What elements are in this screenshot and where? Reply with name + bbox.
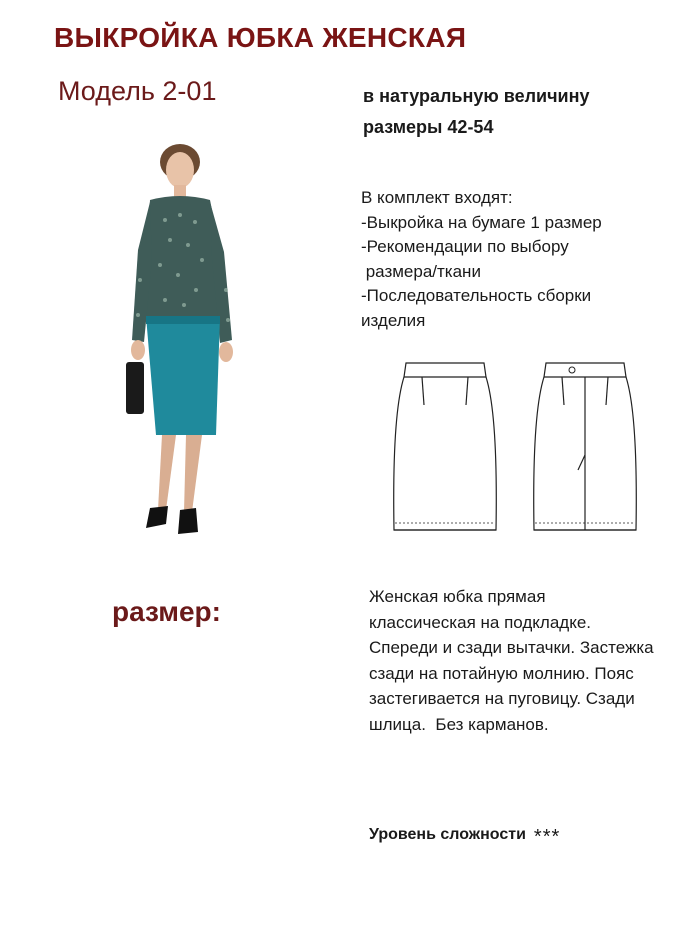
skirt-front-icon [380,355,510,540]
skirt-back-icon [522,355,652,540]
description-line: классическая на подкладке. [369,612,592,632]
kit-heading: В комплект входят: [361,188,513,207]
natural-size-note: в натуральную величину [363,86,590,106]
kit-item: -Выкройка на бумаге 1 размер [361,212,602,232]
difficulty-level [369,822,561,848]
kit-item: размера/ткани [361,261,481,281]
description-line: сзади на потайную молнию. Пояс [369,663,634,683]
woman-in-teal-skirt [120,140,250,545]
kit-item: -Последовательность сборки [361,286,592,305]
difficulty-label: Уровень сложности [369,826,526,843]
kit-item: -Рекомендации по выбору [361,237,569,256]
description-line: шлица. Без карманов. [369,714,549,734]
kit-contents [361,186,681,333]
kit-item: изделия [361,310,426,330]
description-line: Спереди и сзади вытачки. Застежка [369,638,654,657]
size-label: размер: [112,596,221,627]
description-line: застегивается на пуговицу. Сзади [369,689,635,708]
difficulty-stars: *** [533,826,561,848]
model-number: Модель 2-01 [58,76,217,106]
skirt-description [369,584,689,737]
page-title: ВЫКРОЙКА ЮБКА ЖЕНСКАЯ [54,22,467,53]
size-range: размеры 42-54 [363,117,494,137]
description-line: Женская юбка прямая [369,587,546,606]
